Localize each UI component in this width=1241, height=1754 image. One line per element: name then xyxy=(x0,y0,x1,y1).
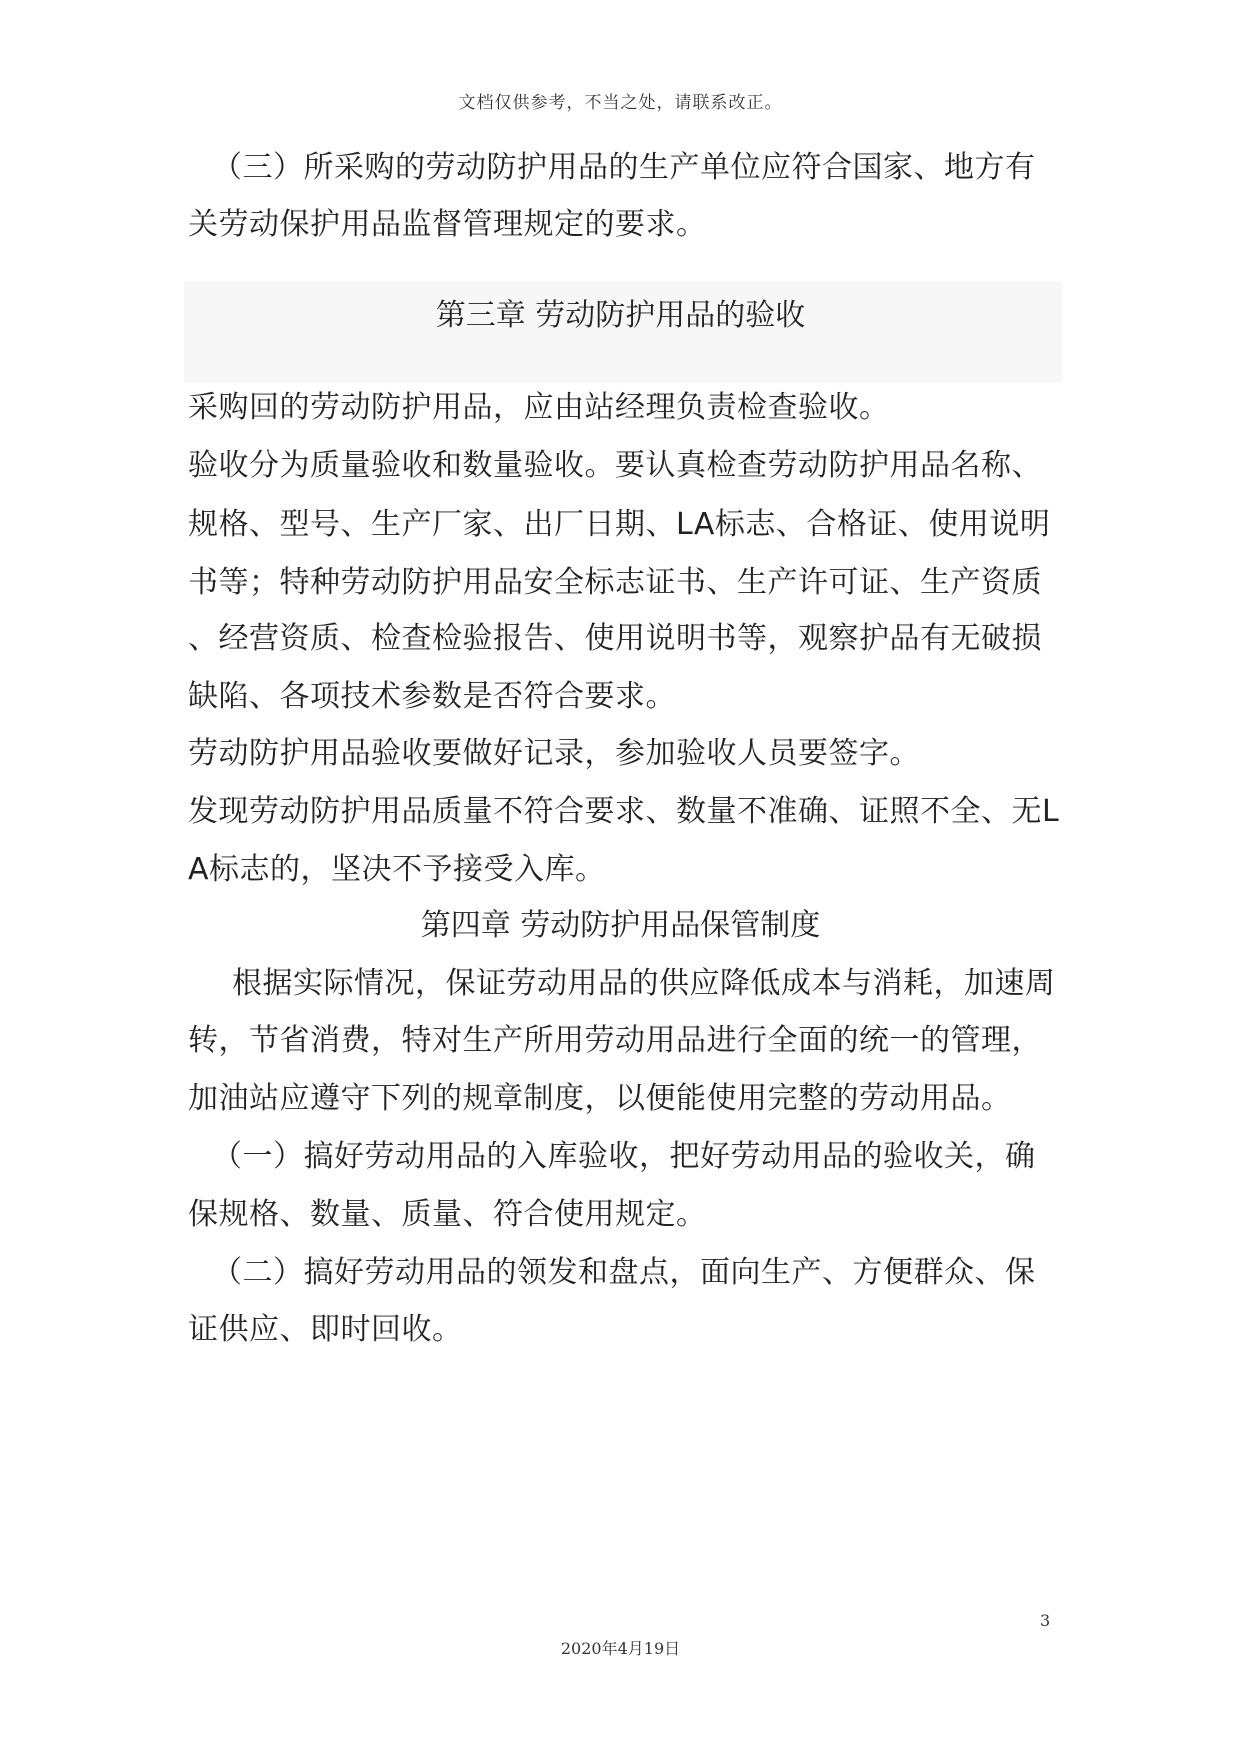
paragraph-line: 加油站应遵守下列的规章制度，以便能使用完整的劳动用品。 xyxy=(188,1081,1012,1116)
paragraph-line: 根据实际情况，保证劳动用品的供应降低成本与消耗，加速周 xyxy=(232,966,1056,1001)
paragraph-line: 验收分为质量验收和数量验收。要认真检查劳动防护用品名称、 xyxy=(188,448,1042,483)
paragraph-line: （二）搞好劳动用品的领发和盘点，面向生产、方便群众、保 xyxy=(212,1255,1036,1290)
paragraph-line: （三）所采购的劳动防护用品的生产单位应符合国家、地方有 xyxy=(212,150,1036,185)
page-number: 3 xyxy=(1040,1611,1051,1630)
chapter-4-title: 第四章 劳动防护用品保管制度 xyxy=(420,908,821,943)
header-disclaimer: 文档仅供参考，不当之处，请联系改正。 xyxy=(458,93,783,113)
paragraph-line: 发现劳动防护用品质量不符合要求、数量不准确、证照不全、无L xyxy=(188,794,1060,829)
paragraph-line: 保规格、数量、质量、符合使用规定。 xyxy=(188,1197,707,1232)
footer-date: 2020年4月19日 xyxy=(560,1639,681,1658)
chapter-3-title: 第三章 劳动防护用品的验收 xyxy=(435,298,806,333)
paragraph-line: 规格、型号、生产厂家、出厂日期、LA标志、合格证、使用说明 xyxy=(188,507,1051,542)
paragraph-line: 证供应、即时回收。 xyxy=(188,1312,463,1347)
paragraph-line: 劳动防护用品验收要做好记录，参加验收人员要签字。 xyxy=(188,736,920,771)
paragraph-line: 书等；特种劳动防护用品安全标志证书、生产许可证、生产资质 xyxy=(188,565,1042,600)
paragraph-line: 关劳动保护用品监督管理规定的要求。 xyxy=(188,207,707,242)
paragraph-line: （一）搞好劳动用品的入库验收，把好劳动用品的验收关，确 xyxy=(212,1139,1036,1174)
paragraph-line: 转，节省消费，特对生产所用劳动用品进行全面的统一的管理， xyxy=(188,1023,1042,1058)
paragraph-line: 、经营资质、检查检验报告、使用说明书等，观察护品有无破损 xyxy=(188,621,1042,656)
paragraph-line: 缺陷、各项技术参数是否符合要求。 xyxy=(188,679,676,714)
paragraph-line: 采购回的劳动防护用品，应由站经理负责检查验收。 xyxy=(188,390,890,425)
paragraph-line: A标志的，坚决不予接受入库。 xyxy=(188,852,606,887)
